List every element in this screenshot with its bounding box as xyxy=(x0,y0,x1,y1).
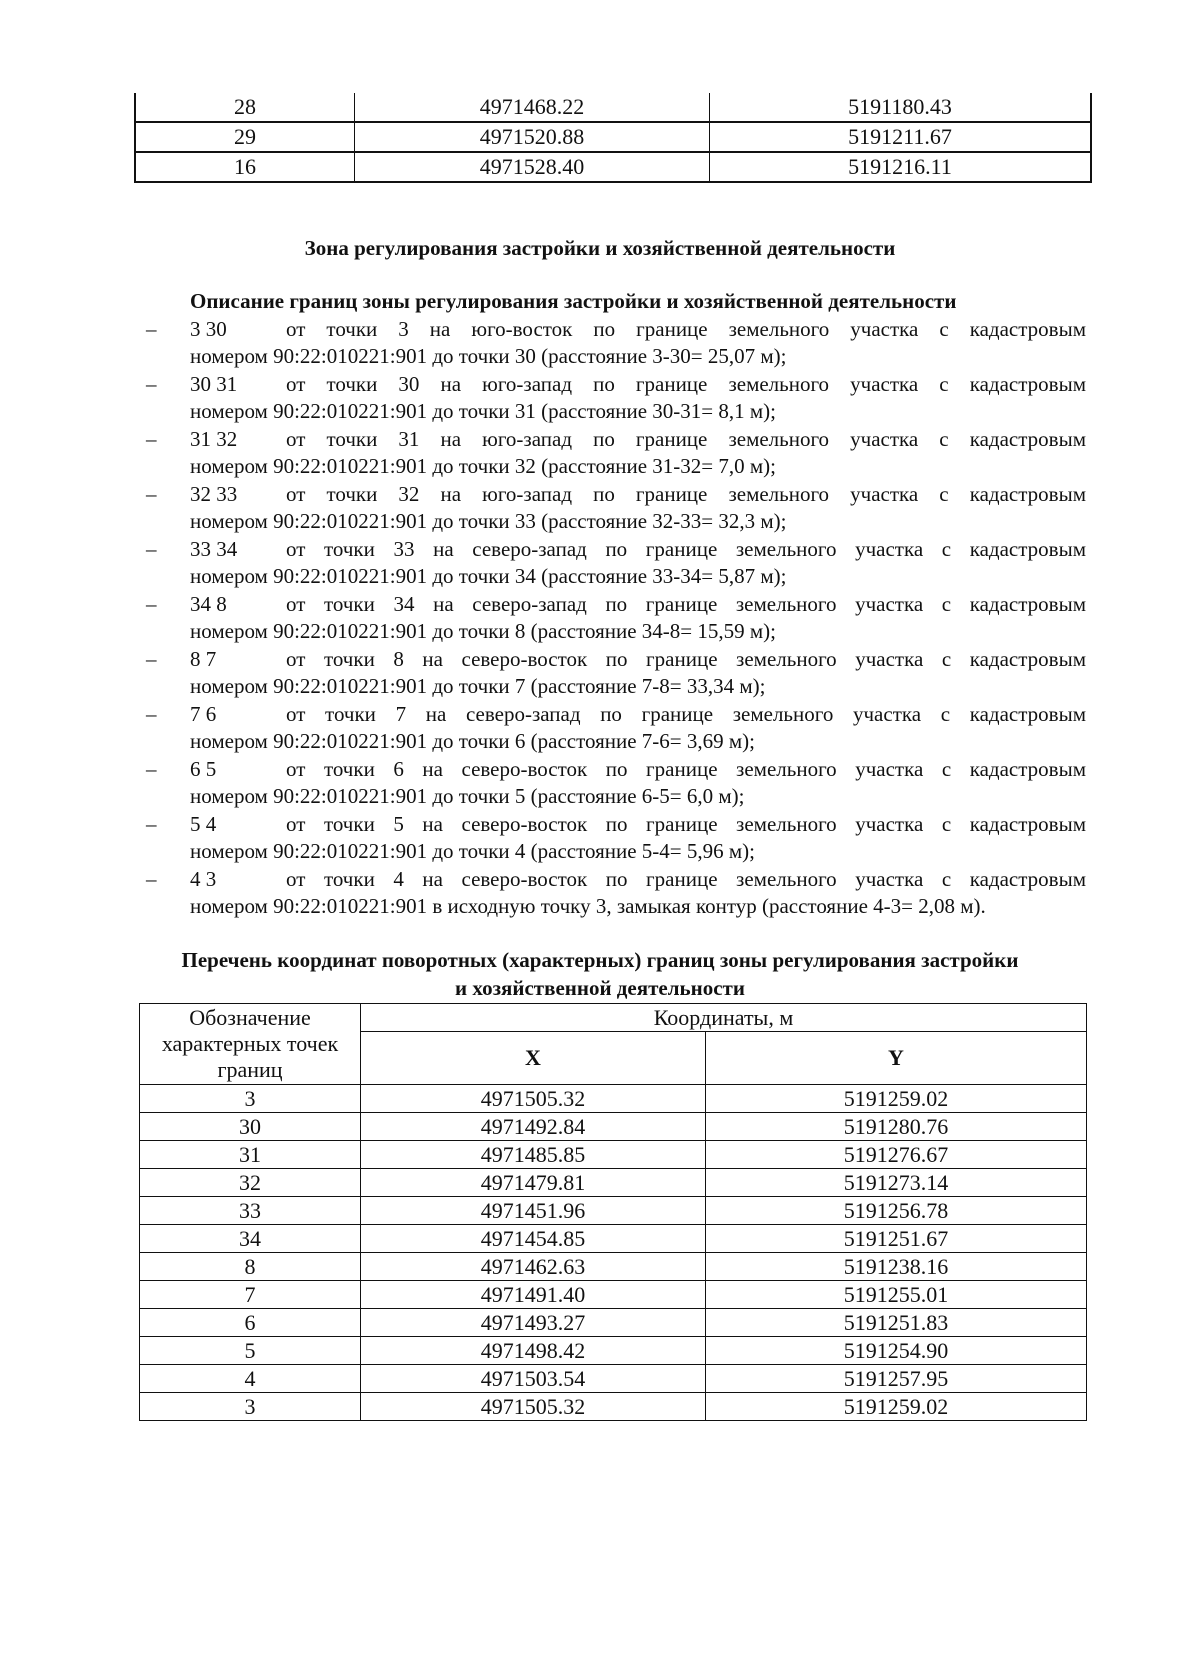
dash-marker: – xyxy=(146,867,157,891)
y-cell: 5191259.02 xyxy=(706,1085,1087,1113)
boundary-segments-list xyxy=(146,316,1086,921)
header-point-designation: Обозначение характерных точек границ xyxy=(140,1004,361,1085)
segment-line2: номером 90:22:010221:901 до точки 5 (расстояние 6-5= 6,0 м); xyxy=(190,784,745,808)
list-item xyxy=(146,536,1086,591)
x-cell: 4971498.42 xyxy=(361,1337,706,1365)
dash-marker: – xyxy=(146,647,157,671)
table-row xyxy=(140,1393,1087,1421)
y-cell: 5191276.67 xyxy=(706,1141,1087,1169)
point-cell: 3 xyxy=(140,1085,361,1113)
table-row xyxy=(135,122,1091,152)
segment-code: 33 34 xyxy=(190,537,238,561)
table-row xyxy=(135,93,1091,122)
dash-marker: – xyxy=(146,702,157,726)
point-cell: 16 xyxy=(135,152,355,182)
x-cell: 4971528.40 xyxy=(355,152,710,182)
header-x: X xyxy=(361,1032,706,1085)
x-cell: 4971468.22 xyxy=(355,93,710,122)
point-cell: 5 xyxy=(140,1337,361,1365)
table-header-row xyxy=(140,1004,1087,1032)
dash-marker: – xyxy=(146,317,157,341)
table-row xyxy=(140,1141,1087,1169)
dash-marker: – xyxy=(146,757,157,781)
segment-line1: от точки 8 на северо-восток по границе земельного участка с кадастровым xyxy=(286,647,1086,671)
y-cell: 5191238.16 xyxy=(706,1253,1087,1281)
point-cell: 28 xyxy=(135,93,355,122)
list-item xyxy=(146,371,1086,426)
list-item xyxy=(146,316,1086,371)
segment-code: 31 32 xyxy=(190,427,238,451)
dash-marker: – xyxy=(146,482,157,506)
point-cell: 31 xyxy=(140,1141,361,1169)
table-row xyxy=(140,1197,1087,1225)
segment-line1: от точки 32 на юго-запад по границе земельного участка с кадастровым xyxy=(286,482,1086,506)
dash-marker: – xyxy=(146,427,157,451)
x-cell: 4971505.32 xyxy=(361,1393,706,1421)
point-cell: 7 xyxy=(140,1281,361,1309)
segment-line1: от точки 4 на северо-восток по границе земельного участка с кадастровым xyxy=(286,867,1086,891)
x-cell: 4971491.40 xyxy=(361,1281,706,1309)
y-cell: 5191251.83 xyxy=(706,1309,1087,1337)
coordinates-list-title-line2: и хозяйственной деятельности xyxy=(455,976,745,1000)
coordinates-list-title-line1: Перечень координат поворотных (характерных) границ зоны регулирования застройки xyxy=(181,948,1019,972)
segment-line2: номером 90:22:010221:901 до точки 4 (расстояние 5-4= 5,96 м); xyxy=(190,839,756,863)
header-y: Y xyxy=(706,1032,1087,1085)
segment-code: 30 31 xyxy=(190,372,238,396)
y-cell: 5191256.78 xyxy=(706,1197,1087,1225)
dash-marker: – xyxy=(146,372,157,396)
segment-code: 5 4 xyxy=(190,812,217,836)
segment-line2: номером 90:22:010221:901 до точки 33 (расстояние 32-33= 32,3 м); xyxy=(190,509,787,533)
segment-line1: от точки 31 на юго-запад по границе земельного участка с кадастровым xyxy=(286,427,1086,451)
point-cell: 30 xyxy=(140,1113,361,1141)
y-cell: 5191211.67 xyxy=(710,122,1092,152)
y-cell: 5191216.11 xyxy=(710,152,1092,182)
table-row xyxy=(140,1365,1087,1393)
segment-line1: от точки 3 на юго-восток по границе земельного участка с кадастровым xyxy=(286,317,1086,341)
segment-line1: от точки 30 на юго-запад по границе земельного участка с кадастровым xyxy=(286,372,1086,396)
segment-line2: номером 90:22:010221:901 до точки 34 (расстояние 33-34= 5,87 м); xyxy=(190,564,787,588)
list-item xyxy=(146,646,1086,701)
y-cell: 5191255.01 xyxy=(706,1281,1087,1309)
table-row xyxy=(135,152,1091,182)
list-item xyxy=(146,866,1086,921)
list-item xyxy=(146,591,1086,646)
list-item xyxy=(146,481,1086,536)
y-cell: 5191254.90 xyxy=(706,1337,1087,1365)
list-item xyxy=(146,756,1086,811)
y-cell: 5191273.14 xyxy=(706,1169,1087,1197)
segment-code: 7 6 xyxy=(190,702,217,726)
coordinates-table xyxy=(139,1003,1087,1421)
point-cell: 3 xyxy=(140,1393,361,1421)
list-item xyxy=(146,811,1086,866)
point-cell: 33 xyxy=(140,1197,361,1225)
point-cell: 4 xyxy=(140,1365,361,1393)
x-cell: 4971451.96 xyxy=(361,1197,706,1225)
segment-line1: от точки 34 на северо-запад по границе земельного участка с кадастровым xyxy=(286,592,1086,616)
segment-line1: от точки 7 на северо-запад по границе земельного участка с кадастровым xyxy=(286,702,1086,726)
segment-line2: номером 90:22:010221:901 до точки 7 (расстояние 7-8= 33,34 м); xyxy=(190,674,766,698)
point-cell: 29 xyxy=(135,122,355,152)
list-item xyxy=(146,426,1086,481)
coordinates-list-title xyxy=(0,946,1200,1002)
x-cell: 4971503.54 xyxy=(361,1365,706,1393)
zone-title: Зона регулирования застройки и хозяйственной деятельности xyxy=(304,236,896,260)
segment-line2: номером 90:22:010221:901 до точки 32 (расстояние 31-32= 7,0 м); xyxy=(190,454,777,478)
table-row xyxy=(140,1113,1087,1141)
segment-line2: номером 90:22:010221:901 до точки 30 (расстояние 3-30= 25,07 м); xyxy=(190,344,787,368)
table-row xyxy=(140,1085,1087,1113)
table-row xyxy=(140,1337,1087,1365)
y-cell: 5191259.02 xyxy=(706,1393,1087,1421)
x-cell: 4971493.27 xyxy=(361,1309,706,1337)
y-cell: 5191257.95 xyxy=(706,1365,1087,1393)
y-cell: 5191280.76 xyxy=(706,1113,1087,1141)
dash-marker: – xyxy=(146,592,157,616)
table-row xyxy=(140,1281,1087,1309)
table-row xyxy=(140,1225,1087,1253)
x-cell: 4971485.85 xyxy=(361,1141,706,1169)
x-cell: 4971505.32 xyxy=(361,1085,706,1113)
segment-line1: от точки 33 на северо-запад по границе земельного участка с кадастровым xyxy=(286,537,1086,561)
y-cell: 5191251.67 xyxy=(706,1225,1087,1253)
table-row xyxy=(140,1253,1087,1281)
dash-marker: – xyxy=(146,812,157,836)
point-cell: 32 xyxy=(140,1169,361,1197)
segment-line2: номером 90:22:010221:901 до точки 6 (расстояние 7-6= 3,69 м); xyxy=(190,729,756,753)
segment-code: 8 7 xyxy=(190,647,217,671)
x-cell: 4971492.84 xyxy=(361,1113,706,1141)
segment-code: 6 5 xyxy=(190,757,217,781)
y-cell: 5191180.43 xyxy=(710,93,1092,122)
point-cell: 8 xyxy=(140,1253,361,1281)
description-title: Описание границ зоны регулирования застройки и хозяйственной деятельности xyxy=(190,289,957,313)
segment-code: 32 33 xyxy=(190,482,238,506)
dash-marker: – xyxy=(146,537,157,561)
header-coordinates: Координаты, м xyxy=(361,1004,1087,1032)
point-cell: 34 xyxy=(140,1225,361,1253)
segment-line1: от точки 6 на северо-восток по границе земельного участка с кадастровым xyxy=(286,757,1086,781)
point-cell: 6 xyxy=(140,1309,361,1337)
segment-code: 4 3 xyxy=(190,867,217,891)
segment-line2: номером 90:22:010221:901 в исходную точку 3, замыкая контур (расстояние 4-3= 2,08 м). xyxy=(190,894,986,918)
top-coordinates-table xyxy=(134,93,1092,183)
segment-line2: номером 90:22:010221:901 до точки 8 (расстояние 34-8= 15,59 м); xyxy=(190,619,777,643)
table-row xyxy=(140,1169,1087,1197)
list-item xyxy=(146,701,1086,756)
segment-code: 34 8 xyxy=(190,592,227,616)
x-cell: 4971520.88 xyxy=(355,122,710,152)
segment-line2: номером 90:22:010221:901 до точки 31 (расстояние 30-31= 8,1 м); xyxy=(190,399,777,423)
x-cell: 4971479.81 xyxy=(361,1169,706,1197)
segment-line1: от точки 5 на северо-восток по границе земельного участка с кадастровым xyxy=(286,812,1086,836)
x-cell: 4971454.85 xyxy=(361,1225,706,1253)
table-row xyxy=(140,1309,1087,1337)
segment-code: 3 30 xyxy=(190,317,227,341)
x-cell: 4971462.63 xyxy=(361,1253,706,1281)
